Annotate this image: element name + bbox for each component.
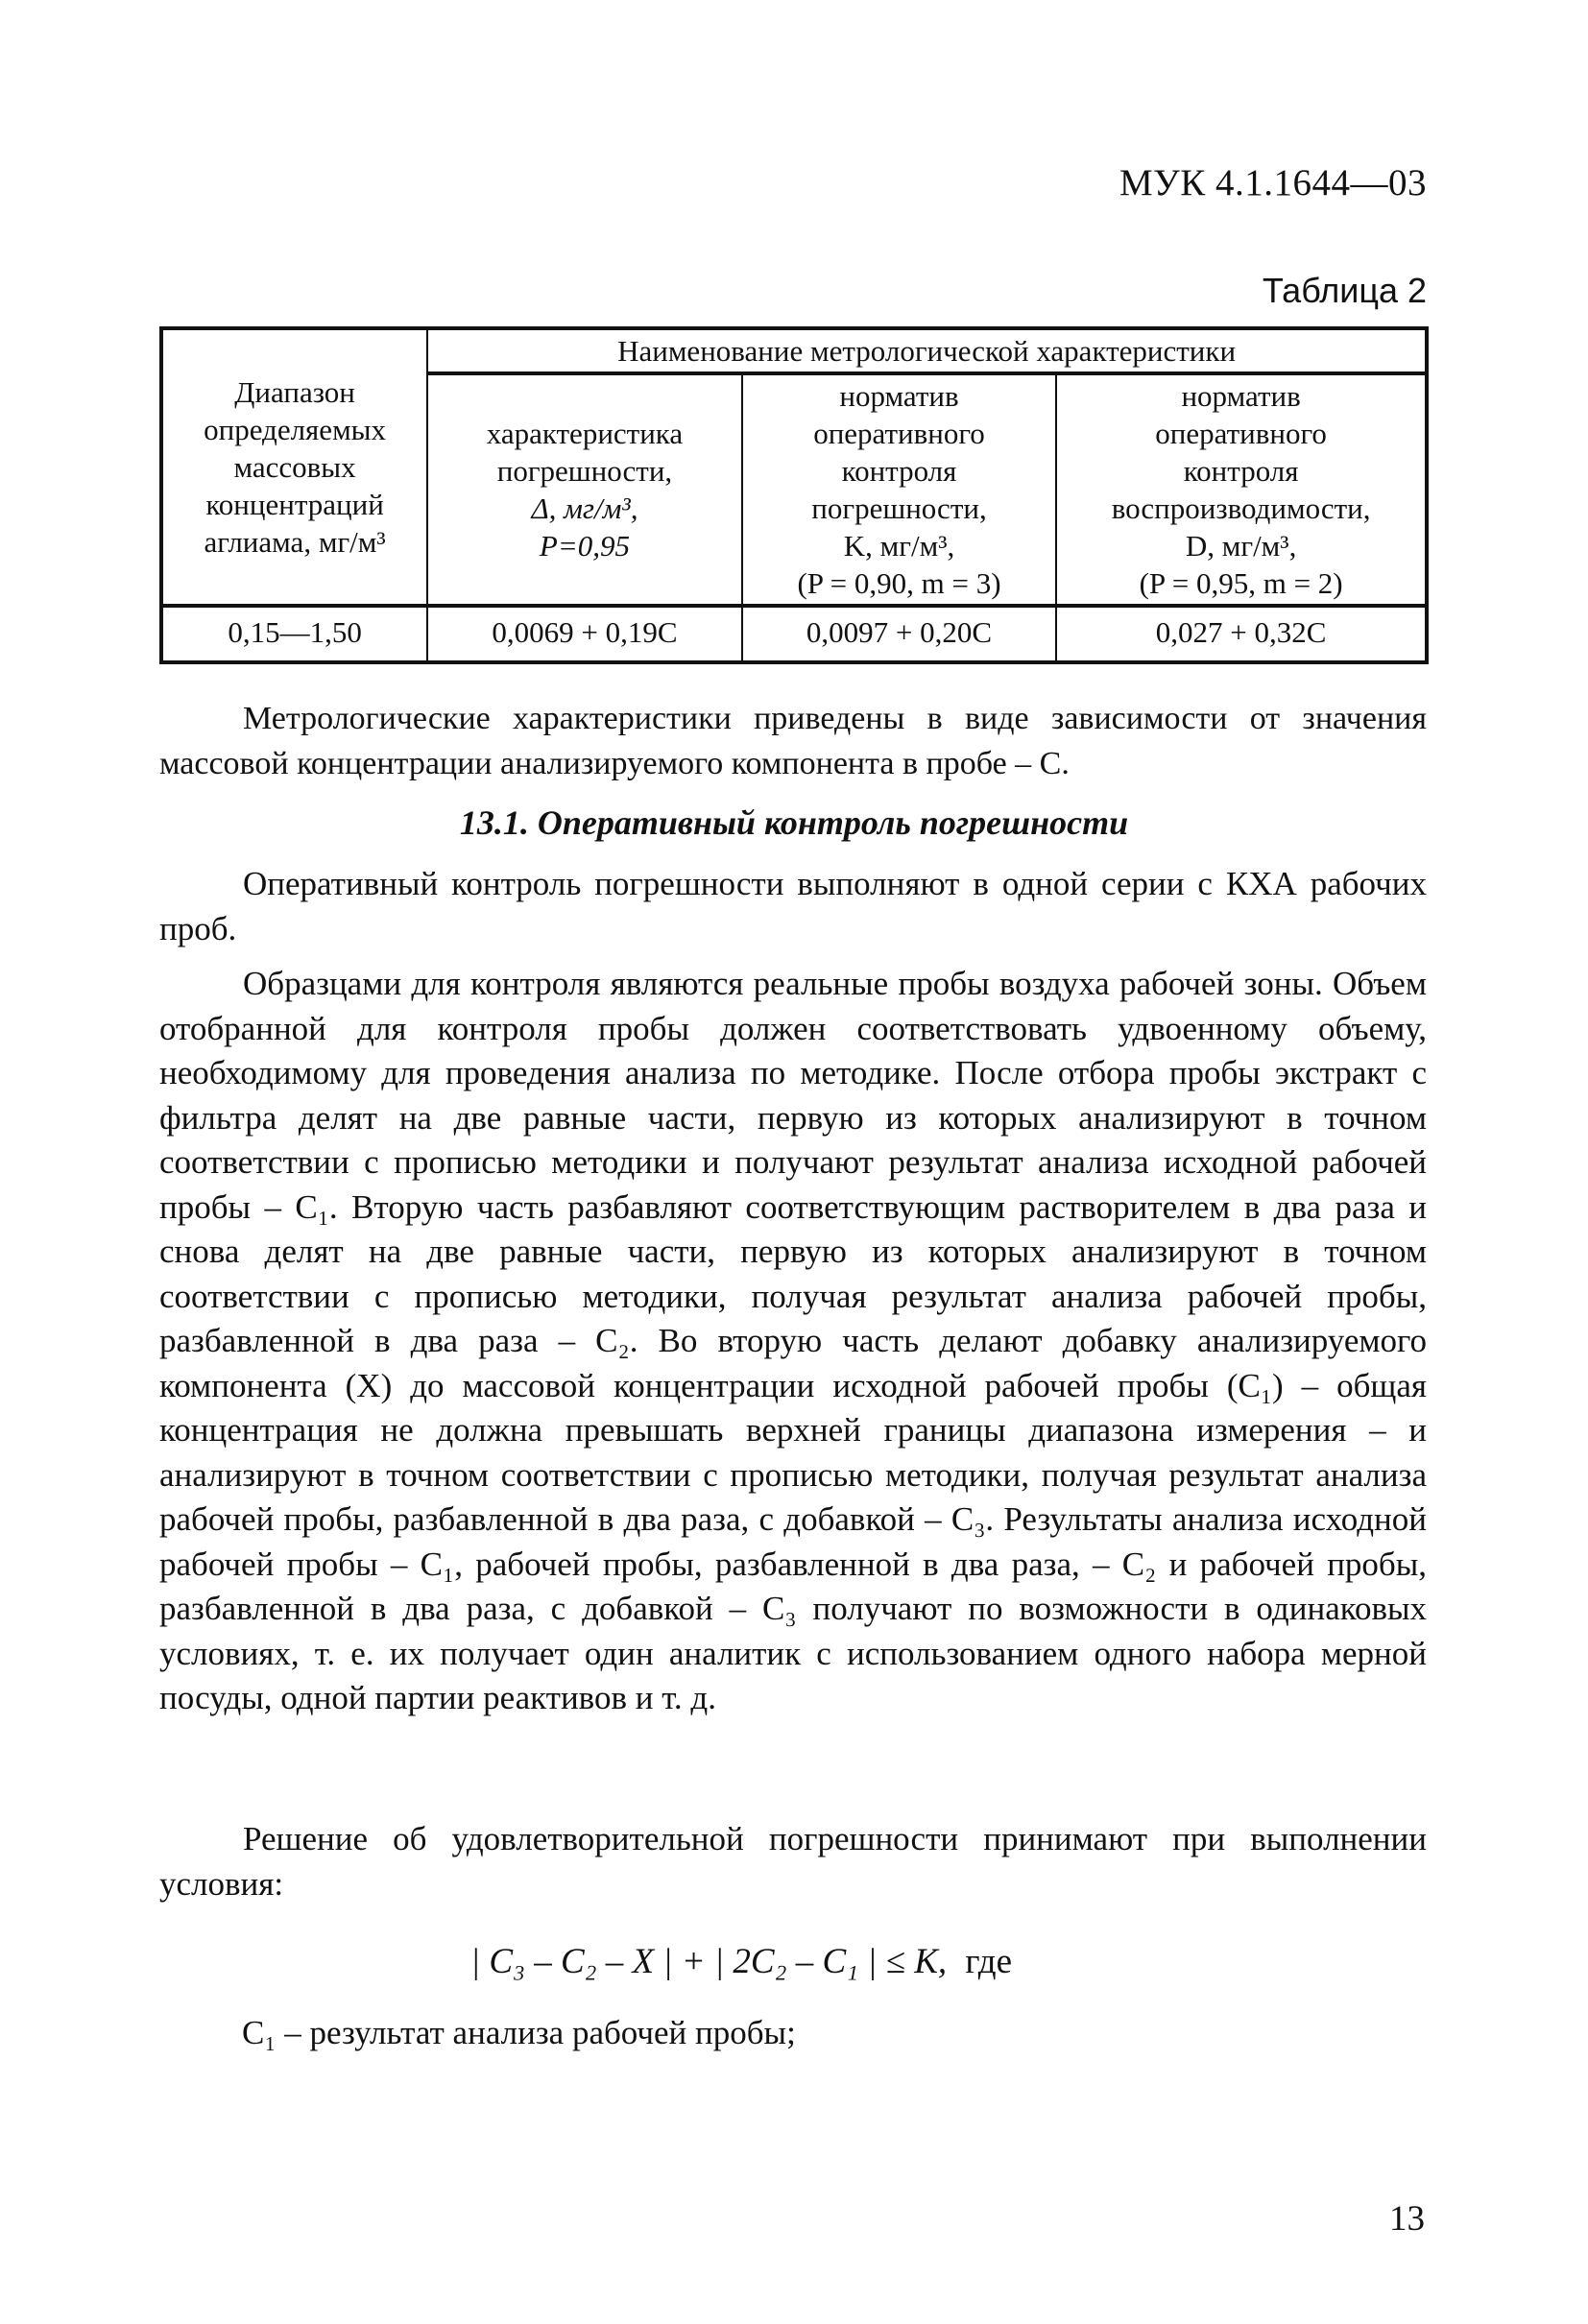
- table-header-group: Наименование метрологической характеристики: [427, 328, 1427, 373]
- table-row: [161, 606, 1427, 662]
- page-number: 13: [1389, 2199, 1425, 2239]
- table-cell-range: 0,15—1,50: [161, 606, 427, 662]
- paragraph-3: Решение об удовлетворительной погрешности принимают при выполнении условия:: [159, 1820, 1427, 1903]
- paragraph-1: Оперативный контроль погрешности выполняют в одной серии с КХА рабочих проб.: [159, 865, 1427, 947]
- metrology-table: [159, 326, 1429, 664]
- table-cell-k: 0,0097 + 0,20С: [742, 606, 1056, 662]
- table-cell-d: 0,027 + 0,32С: [1056, 606, 1427, 662]
- formula-suffix: где: [965, 1942, 1013, 1981]
- table-note: Метрологические характеристики приведены в виде зависимости от значения массовой концентрации анализируемого компонента в пробе – С.: [159, 701, 1427, 781]
- condition-formula: [470, 1941, 1012, 1982]
- table-caption: Таблица 2: [1262, 271, 1427, 310]
- definition-c1: C₁ – результат анализа рабочей пробы;: [242, 2014, 796, 2051]
- table-header-range: Диапазон определяемых массовых концентраций аглиама, мг/м³: [161, 328, 427, 606]
- formula-expression: | C₃ – C₂ – X | + | 2C₂ – C₁ | ≤ K,: [470, 1942, 948, 1981]
- table-header-error-characteristic: характеристика погрешности, Δ, мг/м³, P=0,95: [427, 373, 742, 606]
- paragraph-2: Образцами для контроля являются реальные пробы воздуха рабочей зоны. Объем отобранной для контроля пробы должен соответствовать удвоенному объему, необходимому для проведения анализа по методике. После отбора пробы экстракт с фильтра делят на две равные части, первую из которых анализируют в точном соответствии с прописью методики и получают результат анализа исходной рабочей пробы – C₁. Вторую часть разбавляют соответствующим растворителем в два раза и снова делят на две равные части, первую из которых анализируют в точном соответствии с прописью методики, получая результат анализа рабочей пробы, разбавленной в два раза – C₂. Во вторую часть делают добавку анализируемого компонента (X) до массовой концентрации исходной рабочей пробы (C₁) – общая концентрация не должна превышать верхней границы диапазона измерения – и анализируют в точном соответствии с прописью методики, получая результат анализа рабочей пробы, разбавленной в два раза, с добавкой – C₃. Результаты анализа исходной рабочей пробы – C₁, рабочей пробы, разбавленной в два раза, – C₂ и рабочей пробы, разбавленной в два раза, с добавкой – C₃ получают по возможности в одинаковых условиях, т. е. их получает один аналитик с использованием одного набора мерной посуды, одной партии реактивов и т. д.: [159, 965, 1427, 1716]
- section-title: 13.1. Оперативный контроль погрешности: [459, 803, 1129, 842]
- document-code: МУК 4.1.1644—03: [1119, 162, 1427, 204]
- table-header-error-standard: норматив оперативного контроля погрешности, K, мг/м³, (P = 0,90, m = 3): [742, 373, 1056, 606]
- table-cell-delta: 0,0069 + 0,19С: [427, 606, 742, 662]
- table-header-reproducibility-standard: норматив оперативного контроля воспроизводимости, D, мг/м³, (P = 0,95, m = 2): [1056, 373, 1427, 606]
